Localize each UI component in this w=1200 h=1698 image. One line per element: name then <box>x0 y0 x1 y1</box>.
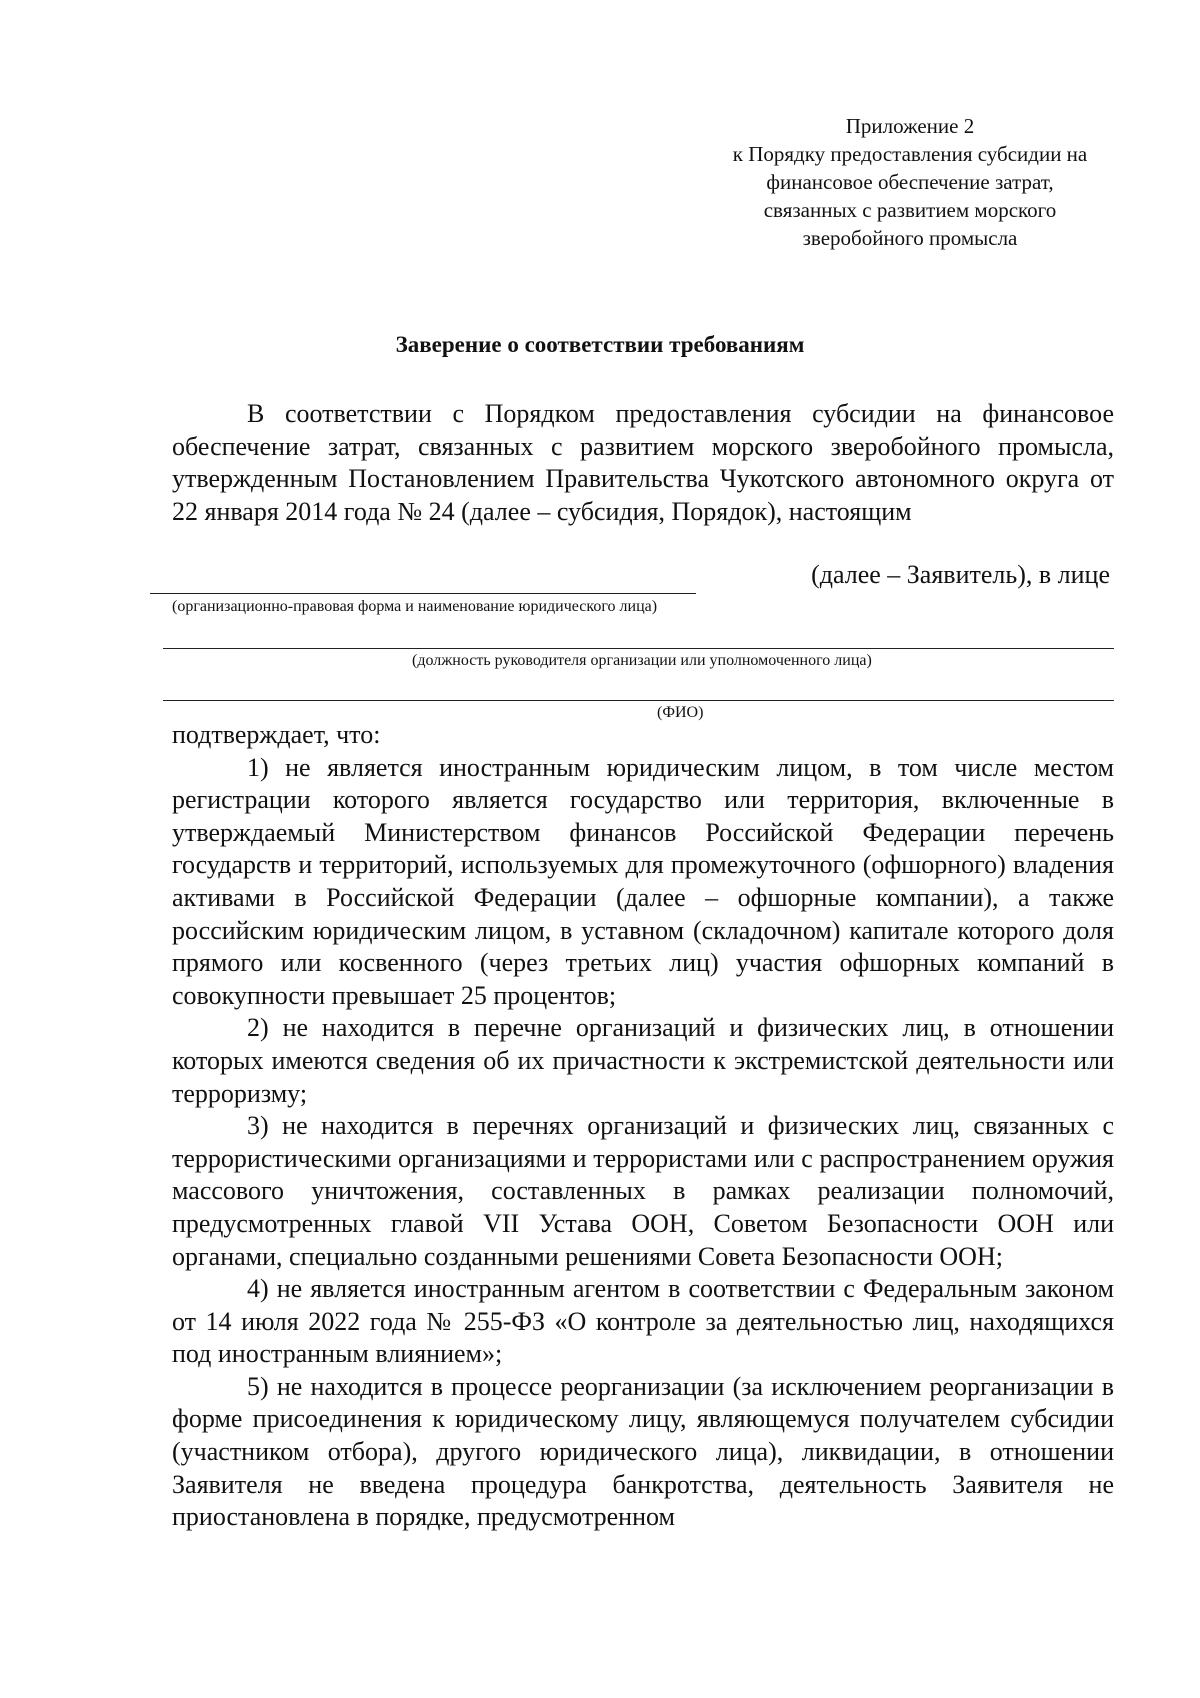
appendix-line: к Порядку предоставления субсидии на <box>732 142 1088 166</box>
intro-paragraph: В соответствии с Порядком предоставления субсидии на финансовое обеспечение затрат, связанных с развитием морского зверобойного промысла, утвержденным Постановлением Правительства Чукотского автономного округа от 22 января 2014 года № 24 (далее – субсидия, Порядок), настоящим <box>172 399 1114 526</box>
appendix-line: финансовое обеспечение затрат, <box>766 170 1054 194</box>
org-name-field-line[interactable] <box>150 593 696 594</box>
intro-paragraph-block <box>172 398 1114 528</box>
list-item: 5) не находится в процессе реорганизации (за исключением реорганизации в форме присоединения к юридическому лицу, являющемуся получателем субсидии (участником отбора), другого юридического лица), ликвидации, в отношении Заявителя не введена процедура банкротства, деятельность Заявителя не приостановлена в порядке, предусмотренном <box>172 1371 1114 1532</box>
list-item: 1) не является иностранным юридическим лицом, в том числе местом регистрации которого является государство или территория, включенные в утверждаемый Министерством финансов Российской Федерации перечень государств и территорий, используемых для промежуточного (офшорного) владения активами в Российской Федерации (далее – офшорные компании), а также российским юридическим лицом, в уставном (складочном) капитале которого доля прямого или косвенного (через третьих лиц) участия офшорных компаний в совокупности превышает 25 процентов; <box>172 752 1114 1010</box>
appendix-header <box>700 112 1120 252</box>
position-field-line[interactable] <box>163 648 1114 649</box>
confirmation-block <box>172 719 1114 1534</box>
appendix-line: зверобойного промысла <box>802 226 1018 250</box>
fio-field-line[interactable] <box>163 700 1114 701</box>
document-title: Заверение о соответствии требованиям <box>395 332 805 357</box>
applicant-suffix: (далее – Заявитель), в лице <box>811 560 1110 589</box>
appendix-line: связанных с развитием морского <box>763 198 1057 222</box>
confirms-line: подтверждает, что: <box>172 720 381 749</box>
list-item: 4) не является иностранным агентом в соответствии с Федеральным законом от 14 июля 2022 года № 255-ФЗ «О контроле за деятельностью лиц, находящихся под иностранным влиянием»; <box>172 1274 1114 1369</box>
list-item: 3) не находится в перечнях организаций и физических лиц, связанных с террористическими организациями и террористами или с распространением оружия массового уничтожения, составленных в рамках реализации полномочий, предусмотренных главой VII Устава ООН, Советом Безопасности ООН или органами, специально созданными решениями Совета Безопасности ООН; <box>172 1111 1114 1271</box>
appendix-line: Приложение 2 <box>845 114 975 138</box>
org-name-caption: (организационно-правовая форма и наименование юридического лица) <box>172 598 658 615</box>
list-item: 2) не находится в перечне организаций и физических лиц, в отношении которых имеются сведения об их причастности к экстремистской деятельности или терроризму; <box>172 1013 1114 1108</box>
position-caption: (должность руководителя организации или уполномоченного лица) <box>412 652 872 669</box>
fio-caption: (ФИО) <box>657 704 704 721</box>
